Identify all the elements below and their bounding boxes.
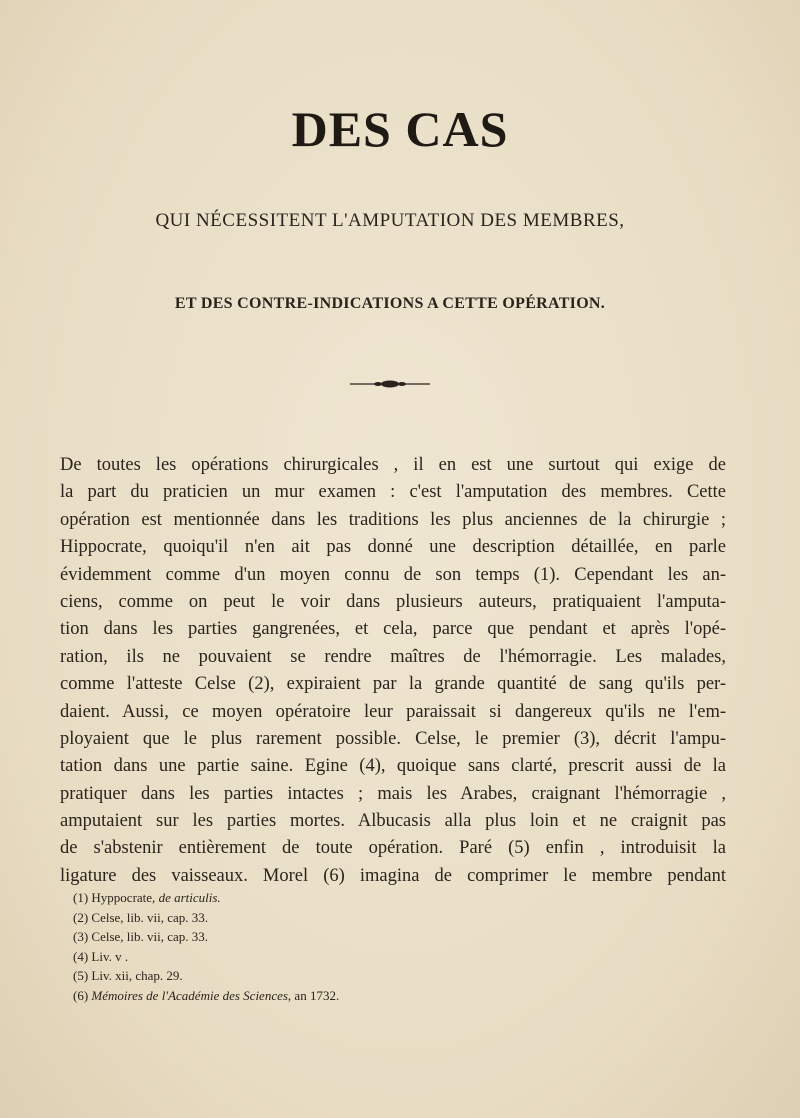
subtitle-amputation: QUI NÉCESSITENT L'AMPUTATION DES MEMBRES, — [155, 210, 625, 231]
footnote-text: Celse, lib. vii, cap. 33. — [91, 929, 209, 944]
text-line: de s'abstenir entièrement de toute opération. Paré (5) enfin , introduisit la — [60, 838, 726, 859]
text-line: tion dans les parties gangrenées, et cela, parce que pendant et après l'opé- — [60, 619, 726, 640]
footnote-mark: (1) — [73, 890, 89, 905]
text-line: pratiquer dans les parties intactes ; mais les Arabes, craignant l'hémorragie , — [60, 783, 726, 804]
footnote — [73, 908, 473, 928]
footnote-text: Hyppocrate, — [91, 890, 156, 905]
text-line: Hippocrate, quoiqu'il n'en ait pas donné une description détaillée, en parle — [60, 537, 726, 558]
footnote — [73, 947, 473, 967]
footnote — [73, 927, 473, 947]
text-line: amputaient sur les parties mortes. Albucasis alla plus loin et ne craignit pas — [60, 811, 726, 832]
page-title: DES CAS — [291, 101, 509, 157]
footnote-mark: (3) — [73, 929, 89, 944]
text-line: De toutes les opérations chirurgicales , il en est une surtout qui exige de — [60, 455, 726, 475]
text-line: la part du praticien un mur examen : c'est l'amputation des membres. Cette — [60, 482, 726, 503]
footnote — [73, 966, 473, 986]
text-line: comme l'atteste Celse (2), expiraient par la grande quantité de sang qu'ils per- — [60, 674, 726, 695]
footnotes — [73, 888, 473, 1005]
subtitle-contre-indications: ET DES CONTRE-INDICATIONS A CETTE OPÉRATION. — [174, 295, 606, 312]
text-line: ligature des vaisseaux. Morel (6) imagina de comprimer le membre pendant — [60, 865, 726, 886]
text-line: opération est mentionnée dans les traditions les plus anciennes de la chirurgie ; — [60, 509, 726, 530]
footnote-mark: (2) — [73, 909, 89, 925]
text-line: ration, ils ne pouvaient se rendre maîtres de l'hémorragie. Les malades, — [60, 646, 726, 667]
footnote-text: Celse, lib. vii, cap. 33. — [91, 909, 209, 925]
text-line: ciens, comme on peut le voir dans plusieurs auteurs, pratiquaient l'amputa- — [60, 591, 726, 612]
footnote-italic: de articulis. — [158, 890, 221, 905]
text-line: ployaient que le plus rarement possible. Celse, le premier (3), décrit l'ampu- — [60, 728, 726, 749]
text-line: évidemment comme d'un moyen connu de son temps (1). Cependant les an- — [60, 564, 726, 585]
footnote-text: Liv. v . — [91, 948, 129, 964]
footnote-text: , an 1732. — [287, 987, 340, 1003]
footnote-italic: Mémoires de l'Académie des Sciences — [91, 987, 288, 1003]
footnote-mark: (5) — [73, 968, 89, 983]
footnote — [73, 888, 473, 908]
footnote — [73, 986, 473, 1006]
text-line: tation dans une partie saine. Egine (4), quoique sans clarté, prescrit aussi de la — [60, 756, 726, 777]
footnote-mark: (6) — [73, 987, 89, 1003]
footnote-mark: (4) — [73, 948, 89, 964]
ornament-rule-icon — [350, 376, 430, 392]
footnote-text: Liv. xii, chap. 29. — [91, 968, 183, 983]
text-line: daient. Aussi, ce moyen opératoire leur paraissait si dangereux qu'ils ne l'em- — [60, 701, 726, 722]
body-paragraph — [60, 452, 726, 890]
